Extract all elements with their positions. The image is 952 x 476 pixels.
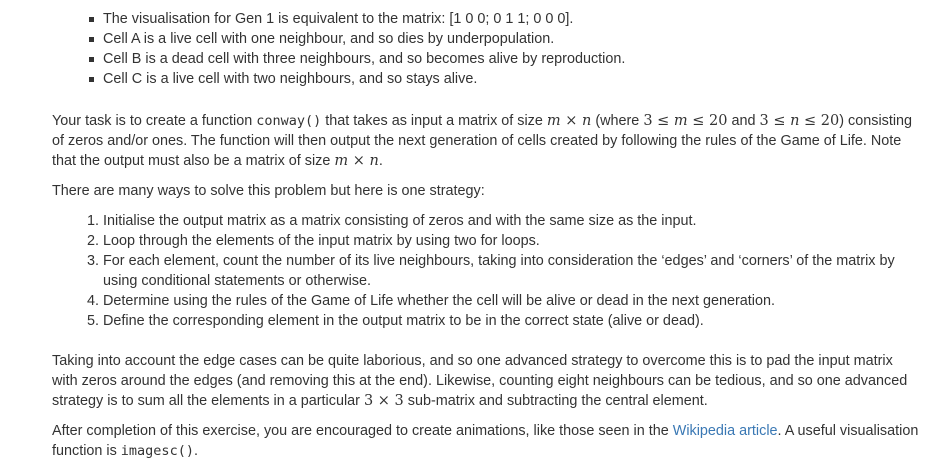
list-item xyxy=(87,311,922,331)
math-m: m xyxy=(673,113,688,129)
list-item xyxy=(87,291,922,311)
after-text: After completion of this exercise, you are encouraged to create animations, like those seen in the xyxy=(52,423,673,439)
list-item xyxy=(87,211,922,231)
math-part: 3 ≤ xyxy=(759,113,791,129)
math-times: × xyxy=(348,153,370,169)
gen1-notes-list xyxy=(52,9,922,89)
task-text: (where xyxy=(591,113,644,129)
task-text: . xyxy=(378,153,383,169)
step-number: 2. xyxy=(87,233,100,249)
list-item xyxy=(103,29,922,49)
math-n: n xyxy=(369,153,379,169)
task-paragraph xyxy=(52,111,922,171)
edge-cases-paragraph xyxy=(52,351,922,411)
bullet-text: The visualisation for Gen 1 is equivalent to the matrix: [1 0 0; 0 1 1; 0 0 0]. xyxy=(103,11,574,27)
bullet-text: Cell C is a live cell with two neighbours, and so stays alive. xyxy=(103,71,478,87)
after-completion-paragraph xyxy=(52,421,922,461)
conway-function-code: conway() xyxy=(256,113,322,129)
imagesc-function-code: imagesc() xyxy=(120,443,194,459)
step-text: For each element, count the number of its live neighbours, taking into consideration the ‘edges’ and ‘corners’ of the matrix by using conditional statements or otherwise. xyxy=(103,253,895,289)
bullet-text: Cell B is a dead cell with three neighbours, and so becomes alive by reproduction. xyxy=(103,51,626,67)
bullet-text: Cell A is a live cell with one neighbour, and so dies by underpopulation. xyxy=(103,31,555,47)
step-text: Initialise the output matrix as a matrix consisting of zeros and with the same size as the input. xyxy=(103,213,697,229)
math-m: m xyxy=(334,153,349,169)
after-text: . xyxy=(193,443,198,459)
document-body xyxy=(52,9,922,461)
math-n: n xyxy=(581,113,592,129)
step-number: 3. xyxy=(87,253,100,269)
strategy-steps-list xyxy=(52,211,922,331)
math-times: × xyxy=(560,113,582,129)
task-text: and xyxy=(727,113,760,129)
list-item xyxy=(87,231,922,251)
submatrix-size-math: 3 × 3 xyxy=(363,393,404,409)
edge-text: sub-matrix and subtracting the central element. xyxy=(403,393,708,409)
task-text: that takes as input a matrix of size xyxy=(321,113,547,129)
list-item xyxy=(87,251,922,291)
size-math xyxy=(547,113,591,129)
task-text: Your task is to create a function xyxy=(52,113,257,129)
step-text: Define the corresponding element in the output matrix to be in the correct state (alive or dead). xyxy=(103,313,704,329)
n-constraint-math xyxy=(760,113,840,129)
task-text: ) consisting of zeros and/or ones. The function will then output the next generation of cells created by following the rules of the Game of Life. Note that the output must also be a matrix of size xyxy=(52,113,913,169)
math-part: ≤ 20 xyxy=(799,113,840,129)
list-item xyxy=(103,69,922,89)
step-number: 4. xyxy=(87,293,100,309)
list-item xyxy=(103,9,922,29)
list-item xyxy=(103,49,922,69)
output-size-math xyxy=(334,153,378,169)
step-text: Loop through the elements of the input matrix by using two for loops. xyxy=(103,233,540,249)
math-part: 3 ≤ xyxy=(643,113,674,129)
m-constraint-math xyxy=(643,113,727,129)
math-n: n xyxy=(790,113,800,129)
step-number: 5. xyxy=(87,313,100,329)
step-number: 1. xyxy=(87,213,100,229)
wikipedia-article-link[interactable]: Wikipedia article xyxy=(672,423,778,439)
step-text: Determine using the rules of the Game of Life whether the cell will be alive or dead in the next generation. xyxy=(103,293,775,309)
strategy-intro: There are many ways to solve this problem but here is one strategy: xyxy=(52,183,485,199)
edge-text: Taking into account the edge cases can be quite laborious, and so one advanced strategy to overcome this is to pad the input matrix with zeros around the edges (and removing this at the end). Likewise, counting eight neighbours can be tedious, and so one advanced strategy is to sum all the elements in a particular xyxy=(52,353,908,409)
after-text: . A useful visualisation function is xyxy=(52,423,919,459)
math-part: ≤ 20 xyxy=(687,113,728,129)
math-m: m xyxy=(546,113,561,129)
